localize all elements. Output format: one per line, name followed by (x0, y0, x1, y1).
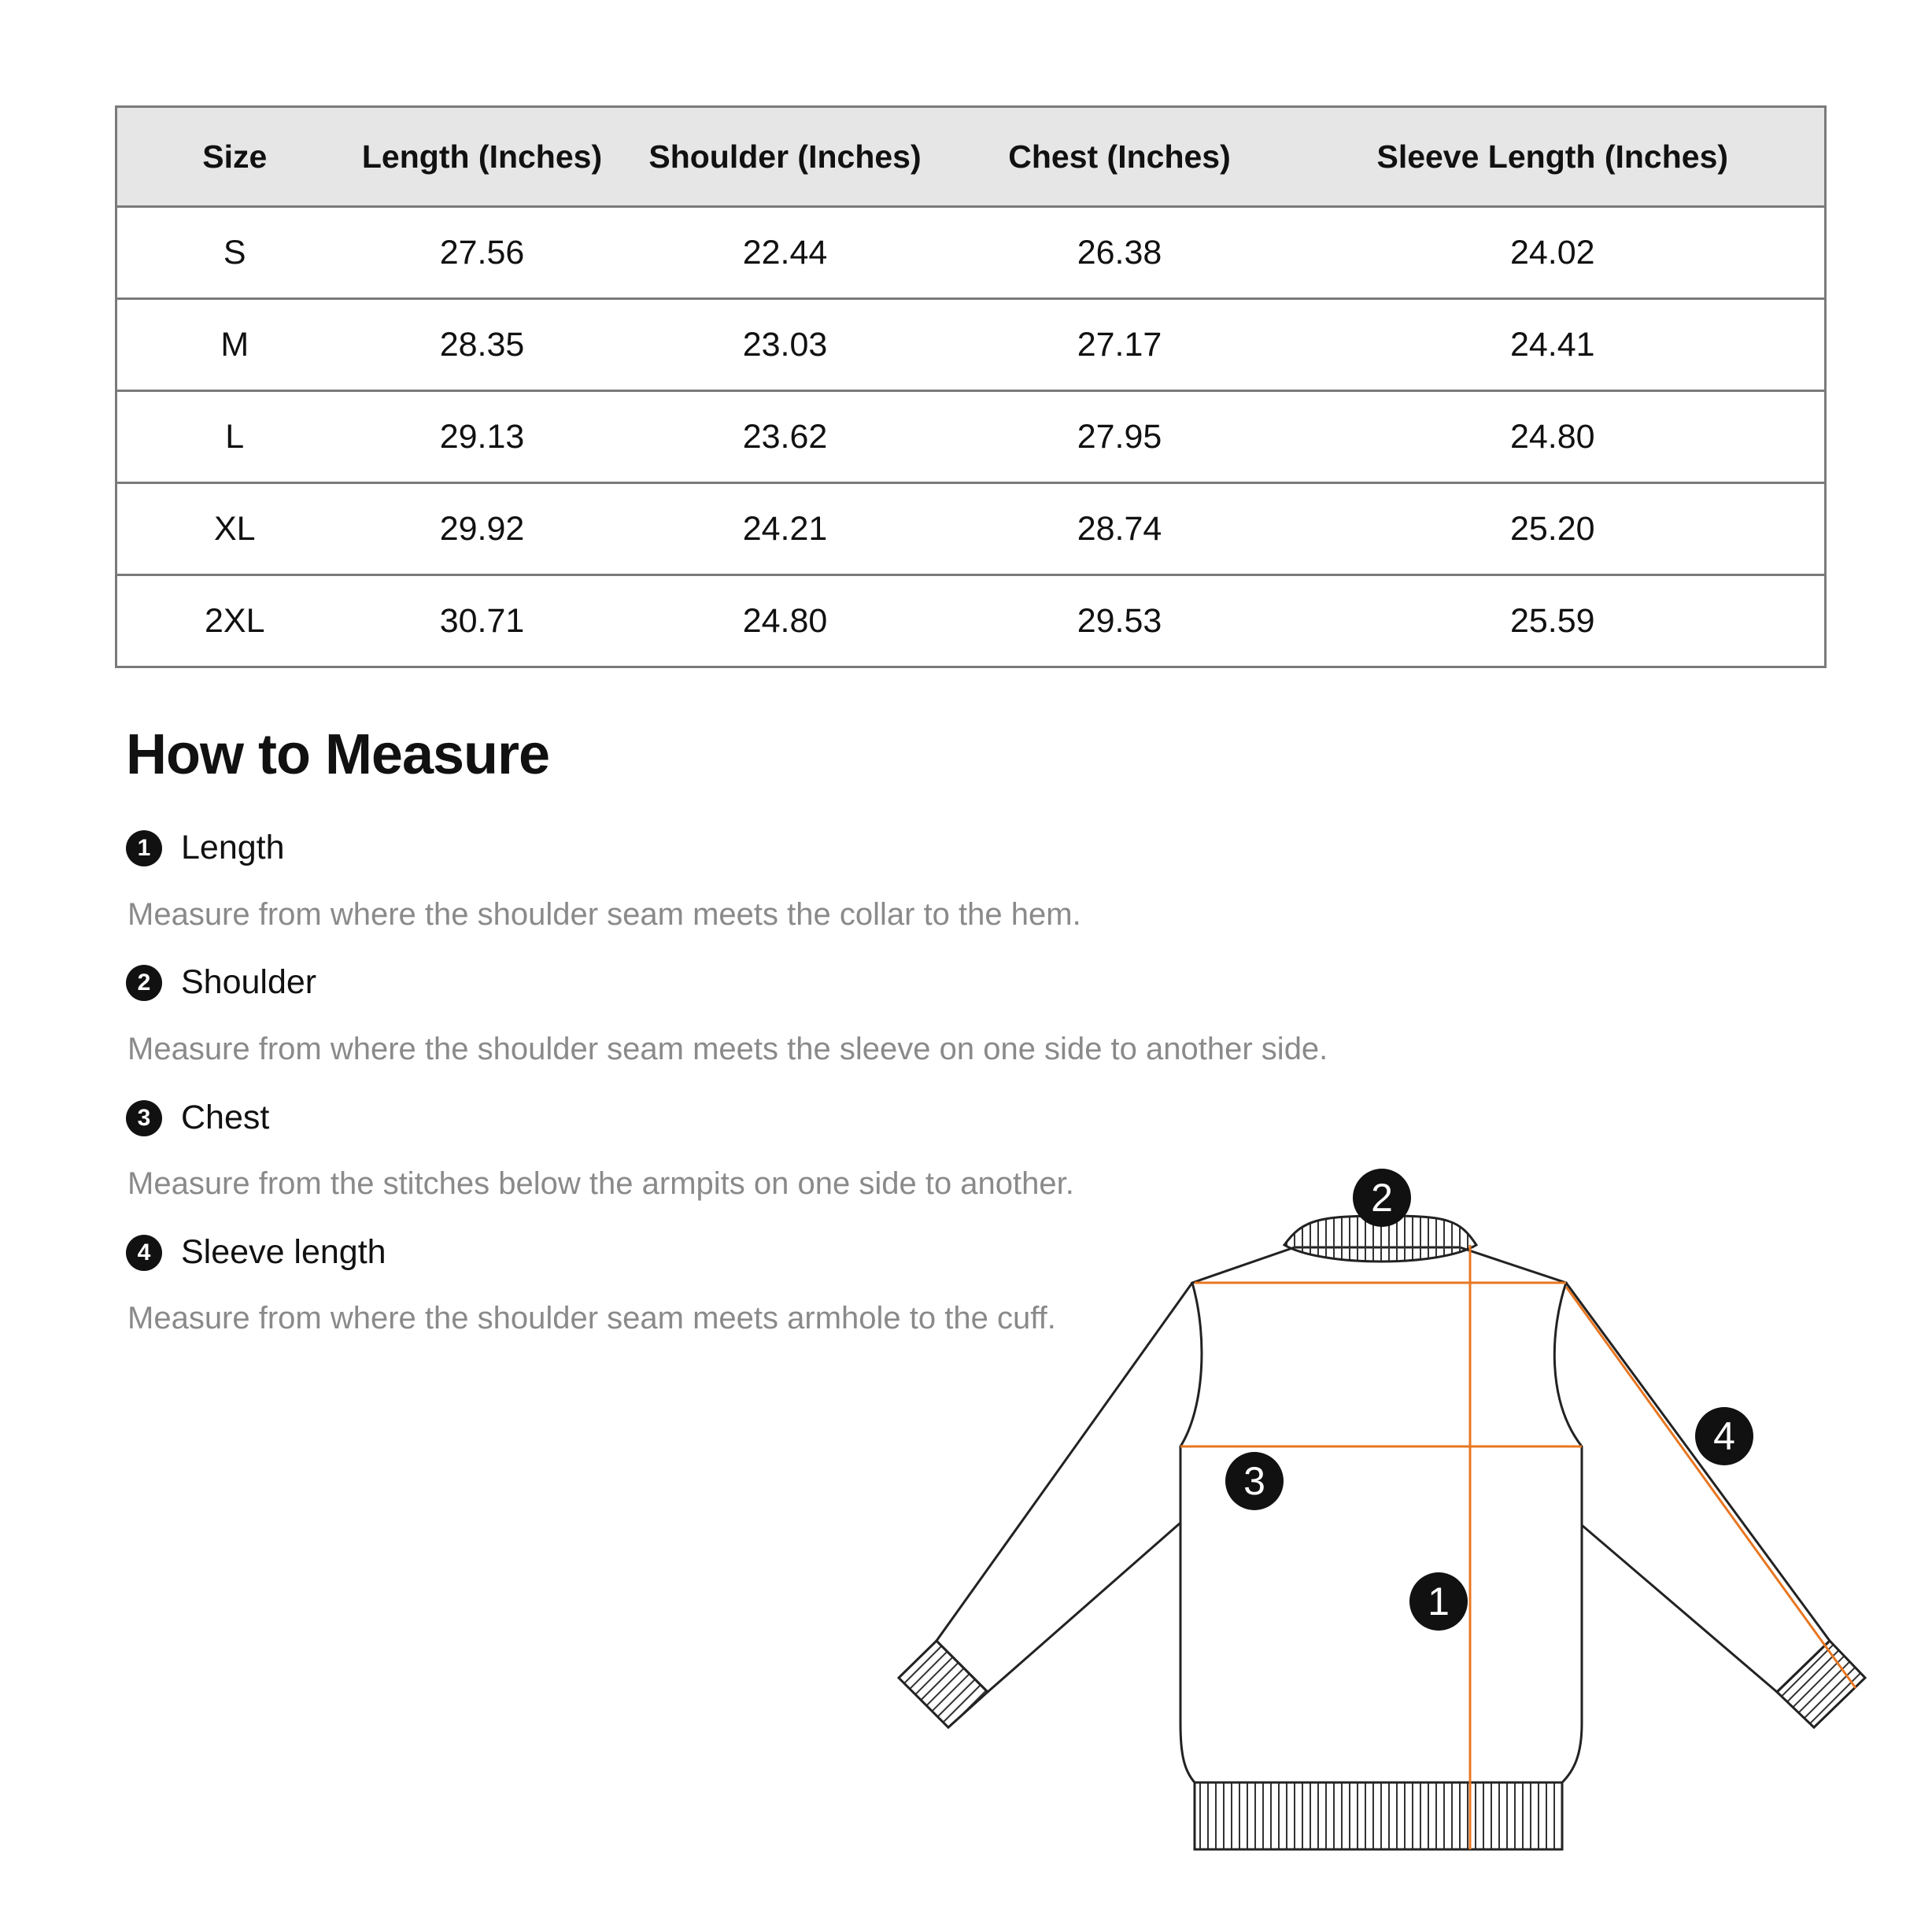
step-shoulder (126, 963, 316, 1002)
table-row (116, 207, 1826, 299)
cell-size: M (116, 299, 353, 391)
table-row (116, 575, 1826, 667)
cell-size: L (116, 391, 353, 483)
header-size: Size (116, 107, 353, 207)
header-length: Length (Inches) (353, 107, 612, 207)
step-description: Measure from the stitches below the armpits on one side to another. (127, 1166, 1074, 1201)
cell-sleeve-length: 24.41 (1281, 299, 1826, 391)
cell-length: 30.71 (439, 601, 525, 640)
step-number-badge: 1 (126, 830, 162, 866)
cell-chest: 28.74 (959, 483, 1281, 575)
table-header-row (116, 107, 1826, 207)
header-sleeve-length: Sleeve Length (Inches) (1281, 107, 1826, 207)
cell-sleeve-length: 24.80 (1281, 391, 1826, 483)
cell-shoulder: 23.62 (612, 391, 959, 483)
cell-chest: 29.53 (1077, 601, 1162, 640)
step-number-badge: 3 (126, 1100, 162, 1136)
step-title: Chest (181, 1099, 270, 1136)
table-row (116, 483, 1826, 575)
cell-chest: 27.95 (959, 391, 1281, 483)
step-length (126, 829, 285, 867)
marker-1-label: 1 (1428, 1579, 1450, 1624)
marker-4 (1695, 1407, 1753, 1465)
cell-sleeve-length: 25.59 (1509, 601, 1595, 640)
cell-length: 28.35 (353, 299, 612, 391)
step-description: Measure from where the shoulder seam meets the sleeve on one side to another side. (127, 1032, 1328, 1066)
cell-shoulder: 24.80 (742, 601, 828, 640)
step-sleeve-length (126, 1233, 386, 1272)
step-chest (126, 1099, 269, 1137)
step-number-badge: 4 (126, 1235, 162, 1271)
cell-shoulder: 24.21 (612, 483, 959, 575)
cell-size: XL (116, 483, 353, 575)
step-title: Shoulder (181, 963, 317, 1001)
cell-length: 29.13 (353, 391, 612, 483)
cell-length: 27.56 (353, 207, 612, 299)
cell-size: S (116, 207, 353, 299)
step-description: Measure from where the shoulder seam meets armhole to the cuff. (127, 1301, 1056, 1335)
cell-size: 2XL (204, 601, 265, 640)
left-cuff (899, 1641, 988, 1727)
header-shoulder: Shoulder (Inches) (612, 107, 959, 207)
sleeve-measure-line (1566, 1287, 1856, 1688)
hem-rib (1195, 1782, 1562, 1849)
marker-3-label: 3 (1243, 1459, 1265, 1503)
cell-length: 29.92 (353, 483, 612, 575)
cell-sleeve-length: 24.02 (1281, 207, 1826, 299)
step-number-badge: 2 (126, 965, 162, 1001)
step-description: Measure from where the shoulder seam meets the collar to the hem. (127, 897, 1081, 932)
guide-title: How to Measure (126, 723, 550, 786)
marker-1 (1409, 1572, 1468, 1631)
step-title: Length (181, 829, 285, 866)
marker-2-label: 2 (1371, 1176, 1393, 1220)
cell-shoulder: 23.03 (612, 299, 959, 391)
step-title: Sleeve length (181, 1233, 386, 1271)
sweater-outline (936, 1247, 1830, 1782)
cell-sleeve-length: 25.20 (1281, 483, 1826, 575)
marker-3 (1225, 1452, 1284, 1510)
table-row (116, 391, 1826, 483)
cell-chest: 27.17 (959, 299, 1281, 391)
cell-shoulder: 22.44 (612, 207, 959, 299)
sweater-diagram (866, 1149, 1889, 1873)
cell-chest: 26.38 (959, 207, 1281, 299)
marker-2 (1353, 1169, 1411, 1227)
table-row (116, 299, 1826, 391)
header-chest: Chest (Inches) (959, 107, 1281, 207)
size-chart-table (115, 105, 1827, 668)
marker-4-label: 4 (1713, 1414, 1735, 1458)
